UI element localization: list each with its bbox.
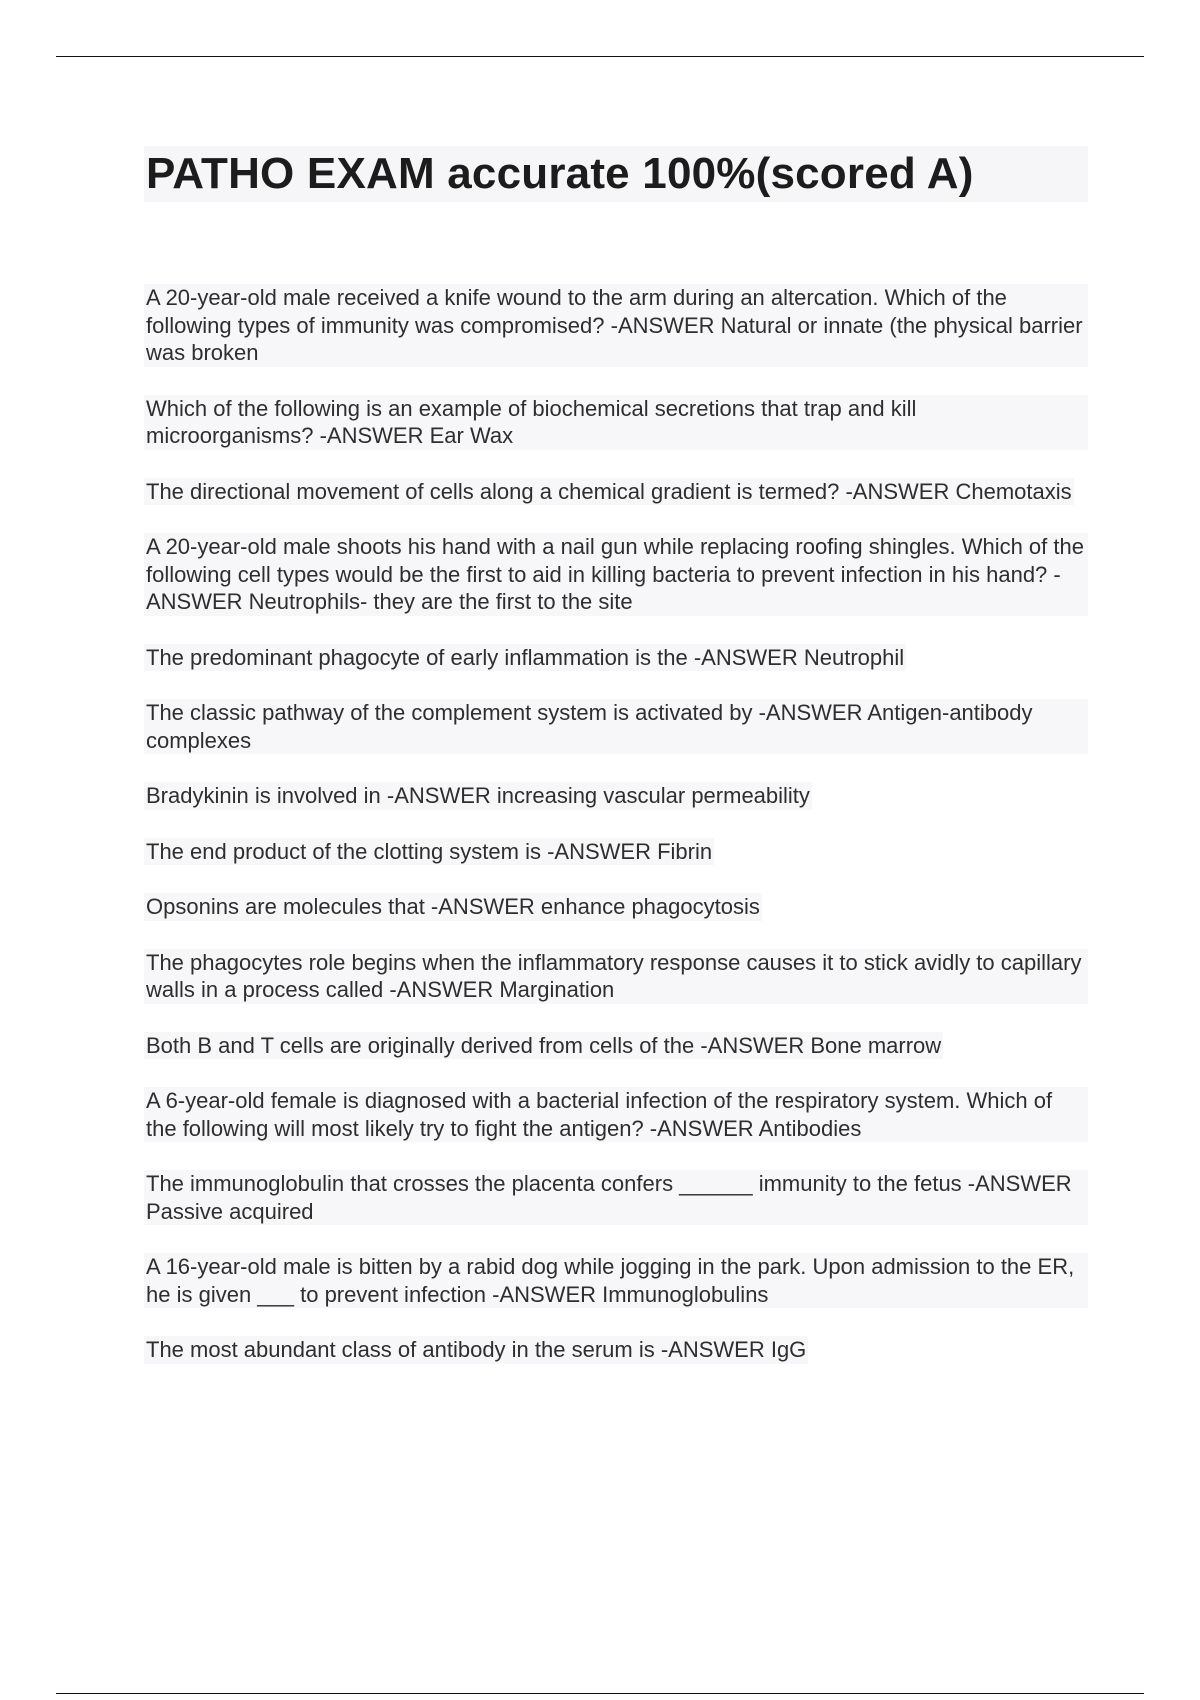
qa-item: Bradykinin is involved in -ANSWER increasing vascular permeability <box>146 783 810 808</box>
qa-item: A 20-year-old male shoots his hand with a nail gun while replacing roofing shingles. Which of the following cell types would be the first to aid in killing bacteria to prevent infection in his hand? -ANSWER Neutrophils- they are the first to the site <box>144 533 1088 616</box>
qa-item: The directional movement of cells along a chemical gradient is termed? -ANSWER Chemotaxis <box>146 478 1072 504</box>
qa-item: The classic pathway of the complement system is activated by -ANSWER Antigen-antibody complexes <box>144 699 1088 754</box>
document-title: PATHO EXAM accurate 100%(scored A) <box>146 149 974 198</box>
qa-item: The end product of the clotting system is -ANSWER Fibrin <box>146 838 713 864</box>
document-body <box>144 146 1088 1392</box>
qa-item: The immunoglobulin that crosses the placenta confers ______ immunity to the fetus -ANSWER Passive acquired <box>144 1170 1088 1225</box>
qa-item: Both B and T cells are originally derived from cells of the -ANSWER Bone marrow <box>146 1032 942 1058</box>
qa-item: The most abundant class of antibody in the serum is -ANSWER IgG <box>146 1337 807 1362</box>
bottom-divider <box>56 1693 1144 1694</box>
qa-item: A 6-year-old female is diagnosed with a bacterial infection of the respiratory system. Which of the following will most likely try to fight the antigen? -ANSWER Antibodies <box>144 1087 1088 1142</box>
top-divider <box>56 56 1144 57</box>
qa-item: A 20-year-old male received a knife wound to the arm during an altercation. Which of the following types of immunity was compromised? -ANSWER Natural or innate (the physical barrier was broken <box>144 284 1088 367</box>
qa-item: A 16-year-old male is bitten by a rabid dog while jogging in the park. Upon admission to the ER, he is given ___ to prevent infection -ANSWER Immunoglobulins <box>144 1253 1088 1308</box>
qa-item: The predominant phagocyte of early inflammation is the -ANSWER Neutrophil <box>146 644 905 670</box>
title-block <box>144 146 1088 202</box>
qa-list <box>144 284 1088 1364</box>
qa-item: Which of the following is an example of biochemical secretions that trap and kill microorganisms? -ANSWER Ear Wax <box>144 395 1088 450</box>
qa-item: The phagocytes role begins when the inflammatory response causes it to stick avidly to capillary walls in a process called -ANSWER Margination <box>144 949 1088 1004</box>
qa-item: Opsonins are molecules that -ANSWER enhance phagocytosis <box>146 894 760 919</box>
